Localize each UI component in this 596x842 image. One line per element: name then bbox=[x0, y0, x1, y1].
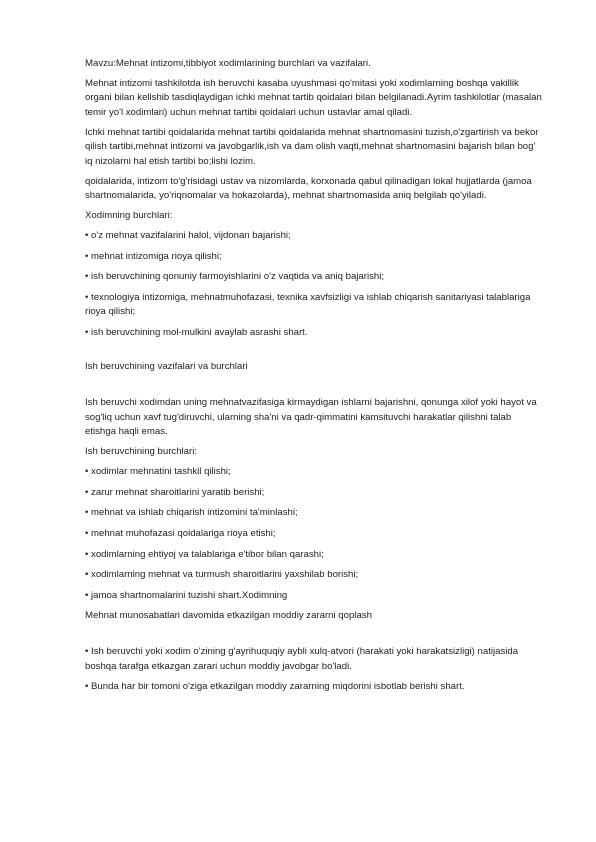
list-item: • ish beruvchining qonuniy farmoyishlarini o'z vaqtida va aniq bajarishi; bbox=[85, 271, 385, 283]
intro-paragraph: Mehnat intizomi tashkilotda ish beruvchi kasaba uyushmasi qo'mitasi yoki xodimlarning boshqa vakillik organi bilan kelishib tasdiqlaydigan ichki mehnat tartib qoidalari bilan belgilanadi.Ayrim tashkilotlar (masalan temir yo'l xodimlari) uchun mehnat tartibi qoidalari uchun ustavlar amal qiladi. bbox=[85, 78, 542, 118]
employer-duties-heading: Ish beruvchining burchlari: bbox=[85, 446, 197, 458]
list-item: • xodimlar mehnatini tashkil qilishi; bbox=[85, 466, 231, 478]
list-item: • mehnat muhofazasi qoidalariga rioya etishi; bbox=[85, 528, 276, 539]
list-item: • xodimlarning ehtiyoj va talablariga e'tibor bilan qarashi; bbox=[85, 548, 324, 560]
damage-heading: Mehnat munosabatlari davomida etkazilgan moddiy zararni qoplash bbox=[85, 610, 372, 622]
list-item: • texnologiya intizomiga, mehnatmuhofazasi, texnika xavfsizligi va ishlab chiqarish sanitariyasi talablariga rioya qilishi; bbox=[85, 291, 531, 318]
intro-paragraph: qoidalarida, intizom to'g'risidagi ustav va nizomlarda, korxonada qabul qilinadigan lokal hujjatlarda (jamoa shartnomalarida, yo'riqnomalar va hokazolarda), mehnat shartnomasida aniq belgilab qo'yiladi. bbox=[85, 175, 532, 202]
list-item: • jamoa shartnomalarini tuzishi shart.Xodimning bbox=[85, 589, 288, 601]
intro-paragraph: Ichki mehnat tartibi qoidalarida mehnat tartibi qoidalarida mehnat shartnomasini tuzish,o'zgartirish va bekor qilish tartibi,mehnat intizomi va javobgarlik,ish va dam olish vaqti,mehnat shartnomasini bajarish bilan bog' iq nizolarni hal etish tartibi bo;lishi lozim. bbox=[85, 126, 539, 167]
list-item: • xodimlarning mehnat va turmush sharoitlarini yaxshilab borishi; bbox=[85, 569, 359, 581]
spacer bbox=[85, 346, 542, 360]
document-title: Mavzu:Mehnat intizomi,tibbiyot xodimlarining burchlari va vazifalari. bbox=[85, 58, 371, 69]
list-item: • ish beruvchining mol-mulkini avaylab asrashi shart. bbox=[85, 326, 308, 338]
section-heading: Ish beruvchining vazifalari va burchlari bbox=[85, 361, 248, 373]
list-item: • Ish beruvchi yoki xodim o'zining g'ayrihuquqiy aybli xulq-atvori (harakati yoki harakatsizligi) natijasida boshqa tarafga etkazgan zarari uchun moddiy javobgar bo'ladi. bbox=[85, 646, 519, 672]
list-item: • zarur mehnat sharoitlarini yaratib berishi; bbox=[85, 486, 265, 498]
list-item: • mehnat intizomiga rioya qilishi; bbox=[85, 250, 222, 262]
worker-duties-heading: Xodimning burchlari: bbox=[85, 210, 173, 222]
list-item: • Bunda har bir tomoni o'ziga etkazilgan moddiy zararning miqdorini isbotlab berishi shart. bbox=[85, 681, 465, 693]
list-item: • o'z mehnat vazifalarini halol, vijdonan bajarishi; bbox=[85, 230, 291, 242]
employer-paragraph: Ish beruvchi xodimdan uning mehnatvazifasiga kirmaydigan ishlarni bajarishni, qonunga xilof yoki hayot va sog'liq uchun xavf tug'diruvchi, ularning sha'ni va qadr-qimmatini kamsituvchi harakatlar qilishni talab etishga haqli emas. bbox=[85, 397, 537, 438]
list-item: • mehnat va ishlab chiqarish intizomini ta'minlashi; bbox=[85, 507, 298, 519]
spacer bbox=[85, 380, 542, 396]
spacer bbox=[85, 629, 542, 645]
